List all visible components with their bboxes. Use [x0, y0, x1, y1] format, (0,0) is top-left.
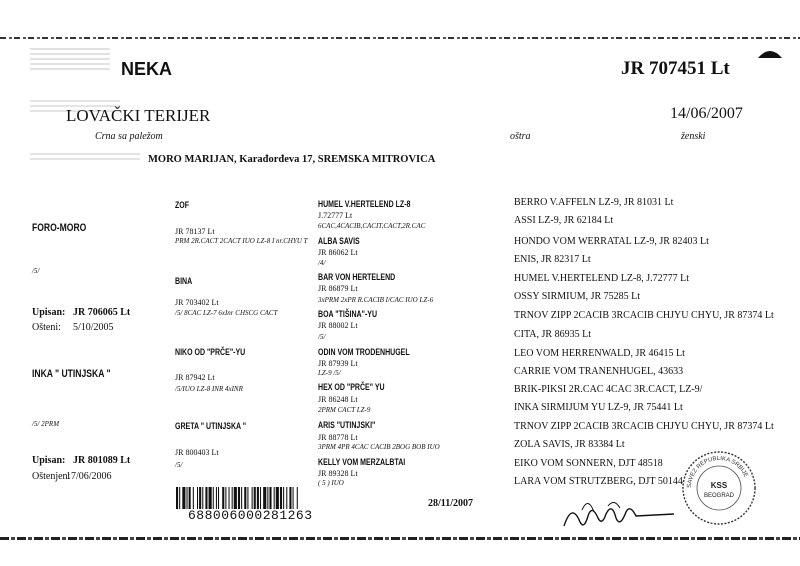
signature-icon — [558, 492, 678, 532]
great-grandparent-name: ARIS "UTINJSKI" — [318, 420, 376, 430]
great-grandparent-titles: ( 5 ) IUO — [318, 479, 344, 487]
ancestor-entry: ASSI LZ-9, JR 62184 Lt — [514, 215, 614, 226]
great-grandparent-name: BAR VON HERTELEND — [318, 272, 396, 282]
coat-type: oštra — [510, 131, 531, 142]
grandparent-name: BINA — [175, 276, 193, 286]
great-grandparent-reg: JR 86248 Lt — [318, 395, 358, 404]
ghost-print — [30, 48, 110, 70]
great-grandparent-titles: 6CAC,4CACIB,CACIT,CACT,2R.CAC — [318, 222, 426, 230]
ancestor-entry: ENIS, JR 82317 Lt — [514, 254, 591, 265]
grandparent-reg: JR 78137 Lt — [175, 227, 215, 236]
stamp-ring-text: SAVEZ REPUBLIKA SRBIJE — [686, 455, 749, 489]
grandparent-titles: /5/ 8CAC LZ-7 6xInr CHSCG CACT — [175, 309, 278, 317]
ancestor-entry: TRNOV ZIPP 2CACIB 3RCACIB CHJYU CHYU, JR 87374 Lt — [514, 421, 774, 432]
great-grandparent-titles: LZ-9 /5/ — [318, 369, 341, 377]
great-grandparent-reg: JR 89328 Lt — [318, 469, 358, 478]
dog-name: NEKA — [121, 59, 173, 79]
sire-name: FORO-MORO — [32, 222, 87, 234]
ancestor-entry: BERRO V.AFFELN LZ-9, JR 81031 Lt — [514, 197, 674, 208]
stamp-text: KSS — [710, 481, 728, 490]
corner-mark-icon — [756, 46, 784, 60]
ancestor-entry: HUMEL V.HERTELEND LZ-8, J.72777 Lt — [514, 273, 690, 284]
sire-osteni-value: 5/10/2005 — [73, 322, 114, 333]
registration-number: JR 707451 Lt — [621, 58, 730, 79]
registration-date: 14/06/2007 — [670, 105, 743, 122]
great-grandparent-name: HEX OD "PRČE" YU — [318, 382, 385, 392]
great-grandparent-name: HUMEL V.HERTELEND LZ-8 — [318, 199, 411, 209]
ancestor-entry: EIKO VOM SONNERN, DJT 48518 — [514, 458, 663, 469]
sire-upisan-label: Upisan: — [32, 307, 66, 318]
great-grandparent-titles: 2PRM CACT LZ-9 — [318, 406, 371, 414]
dam-upisan-value: JR 801089 Lt — [73, 455, 131, 466]
great-grandparent-titles: /4/ — [318, 259, 326, 267]
grandparent-name: GRETA " UTINJSKA " — [175, 421, 247, 431]
grandparent-titles: /5/ — [175, 461, 183, 469]
great-grandparent-name: BOA "TIŠINA"-YU — [318, 309, 378, 319]
great-grandparent-reg: JR 88002 Lt — [318, 321, 358, 330]
ancestor-entry: ZOLA SAVIS, JR 83384 Lt — [514, 439, 625, 450]
grandparent-titles: PRM 2R.CACT 2CACT IUO LZ-8 I nr.CHYU T — [175, 237, 308, 245]
great-grandparent-titles: 3PRM 4PR 4CAC CACIB 2BOG BOB IUO — [318, 443, 440, 451]
sire-osteni-label: Ošteni: — [32, 322, 61, 333]
great-grandparent-reg: JR 88778 Lt — [318, 433, 358, 442]
barcode-number: 688006000281263 — [188, 508, 313, 523]
great-grandparent-reg: JR 86879 Lt — [318, 284, 358, 293]
dog-color: Crna sa paležom — [95, 131, 163, 142]
stamp-seal — [681, 450, 757, 526]
grandparent-name: NIKO OD "PRČE"-YU — [175, 347, 246, 357]
grandparent-titles: /5/IUO LZ-8 INR 4xINR — [175, 385, 243, 393]
grandparent-name: ZOF — [175, 200, 190, 210]
stamp-icon — [681, 450, 757, 526]
grandparent-reg: JR 87942 Lt — [175, 373, 215, 382]
scan-edge-bottom — [0, 537, 800, 540]
barcode-icon — [176, 487, 398, 509]
ancestor-entry: LARA VOM STRUTZBERG, DJT 50144 — [514, 476, 683, 487]
ancestor-entry: LEO VOM HERRENWALD, JR 46415 Lt — [514, 348, 685, 359]
ancestor-entry: CARRIE VOM TRANENHUGEL, 43633 — [514, 366, 684, 377]
great-grandparent-reg: JR 87939 Lt — [318, 359, 358, 368]
dam-name: INKA " UTINJSKA " — [32, 368, 111, 380]
issue-date: 28/11/2007 — [428, 498, 474, 509]
great-grandparent-reg: J.72777 Lt — [318, 211, 353, 220]
scan-edge-top — [0, 37, 800, 39]
dam-osteni-value: 17/06/2006 — [66, 471, 112, 482]
ancestor-entry: HONDO VOM WERRATAL LZ-9, JR 82403 Lt — [514, 236, 709, 247]
great-grandparent-reg: JR 86062 Lt — [318, 248, 358, 257]
dog-sex: ženski — [681, 131, 706, 142]
great-grandparent-name: ALBA SAVIS — [318, 236, 360, 246]
dam-upisan-label: Upisan: — [32, 455, 66, 466]
great-grandparent-name: ODIN VOM TRODENHUGEL — [318, 347, 410, 357]
owner: MORO MARIJAN, Karađorđeva 17, SREMSKA MITROVICA — [148, 154, 436, 165]
breed: LOVAČKI TERIJER — [66, 106, 211, 125]
ancestor-entry: CITA, JR 86935 Lt — [514, 329, 591, 340]
grandparent-reg: JR 703402 Lt — [175, 298, 219, 307]
ancestor-entry: TRNOV ZIPP 2CACIB 3RCACIB CHJYU CHYU, JR 87374 Lt — [514, 310, 774, 321]
dam-osteni-label: Oštenjen: — [32, 471, 71, 482]
sire-titles: /5/ — [32, 267, 40, 275]
stamp-city: BEOGRAD — [703, 493, 735, 499]
ghost-print — [30, 150, 140, 160]
dam-titles: /5/ 2PRM — [32, 420, 60, 428]
ancestor-entry: BRIK-PIKSI 2R.CAC 4CAC 3R.CACT, LZ-9/ — [514, 384, 703, 395]
great-grandparent-titles: /5/ — [318, 333, 326, 341]
ancestor-entry: INKA SIRMIJUM YU LZ-9, JR 75441 Lt — [514, 402, 683, 413]
grandparent-reg: JR 800403 Lt — [175, 448, 219, 457]
great-grandparent-name: KELLY VOM MERZALBTAI — [318, 457, 406, 467]
great-grandparent-titles: 3xPRM 2xPR R.CACIB I/CAC IUO LZ-6 — [318, 296, 434, 304]
sire-upisan-value: JR 706065 Lt — [73, 307, 131, 318]
ancestor-entry: OSSY SIRMIUM, JR 75285 Lt — [514, 291, 641, 302]
